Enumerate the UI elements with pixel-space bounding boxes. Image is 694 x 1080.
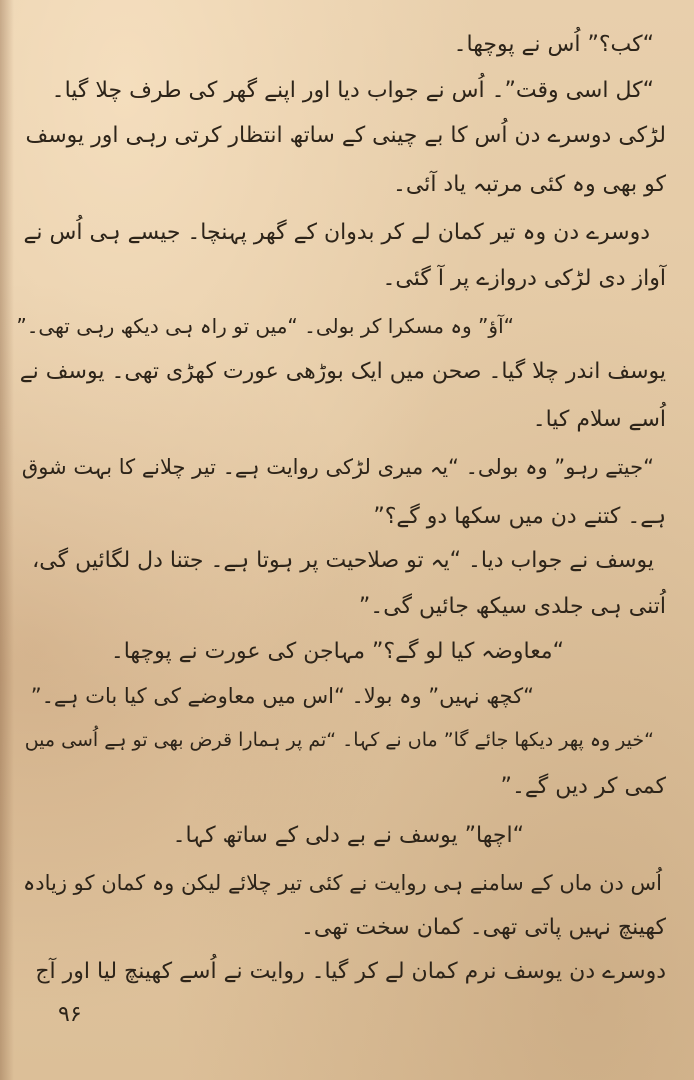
page-edge-shadow	[0, 0, 14, 1080]
text-line: کھینچ نہیں پاتی تھی۔ کمان سخت تھی۔	[300, 915, 666, 940]
text-line: “جیتے رہو” وہ بولی۔ “یہ میری لڑکی روایت ہے۔ تیر چلانے کا بہت شوق	[21, 455, 654, 479]
text-line: اُسے سلام کیا۔	[532, 407, 666, 432]
text-line: ہے۔ کتنے دن میں سکھا دو گے؟”	[373, 504, 666, 529]
text-line: لڑکی دوسرے دن اُس کا بے چینی کے ساتھ انتظار کرتی رہی اور یوسف	[25, 123, 666, 148]
text-line: آواز دی لڑکی دروازے پر آ گئی۔	[382, 266, 666, 291]
text-line: “کچھ نہیں” وہ بولا۔ “اس میں معاوضے کی کیا بات ہے۔”	[30, 684, 534, 708]
text-line: “کل اسی وقت”۔ اُس نے جواب دیا اور اپنے گھر کی طرف چلا گیا۔	[51, 78, 654, 103]
text-line: دوسرے دن وہ تیر کمان لے کر بدوان کے گھر پہنچا۔ جیسے ہی اُس نے	[23, 220, 650, 245]
text-line: دوسرے دن یوسف نرم کمان لے کر گیا۔ روایت نے اُسے کھینچ لیا اور آج	[35, 959, 666, 984]
text-line: کو بھی وہ کئی مرتبہ یاد آئی۔	[392, 172, 666, 197]
text-line: “معاوضہ کیا لو گے؟” مہاجن کی عورت نے پوچھا۔	[110, 639, 564, 664]
text-line: اُتنی ہی جلدی سیکھ جائیں گی۔”	[358, 594, 666, 619]
text-line: “خیر وہ پھر دیکھا جائے گا” ماں نے کہا۔ “تم پر ہمارا قرض بھی تو ہے اُسی میں	[24, 729, 654, 751]
page-number: ۹۶	[58, 1002, 82, 1027]
text-line: “اچھا” یوسف نے بے دلی کے ساتھ کہا۔	[172, 823, 524, 848]
text-line: کمی کر دیں گے۔”	[500, 774, 666, 799]
text-line: “کب؟” اُس نے پوچھا۔	[453, 32, 654, 57]
text-line: اُس دن ماں کے سامنے ہی روایت نے کئی تیر چلائے لیکن وہ کمان کو زیادہ	[22, 871, 662, 895]
text-line: “آؤ” وہ مسکرا کر بولی۔ “میں تو راہ ہی دیکھ رہی تھی۔”	[16, 314, 514, 338]
text-line: یوسف نے جواب دیا۔ “یہ تو صلاحیت پر ہوتا ہے۔ جتنا دل لگائیں گی،	[32, 548, 654, 573]
text-line: یوسف اندر چلا گیا۔ صحن میں ایک بوڑھی عورت کھڑی تھی۔ یوسف نے	[19, 359, 666, 384]
